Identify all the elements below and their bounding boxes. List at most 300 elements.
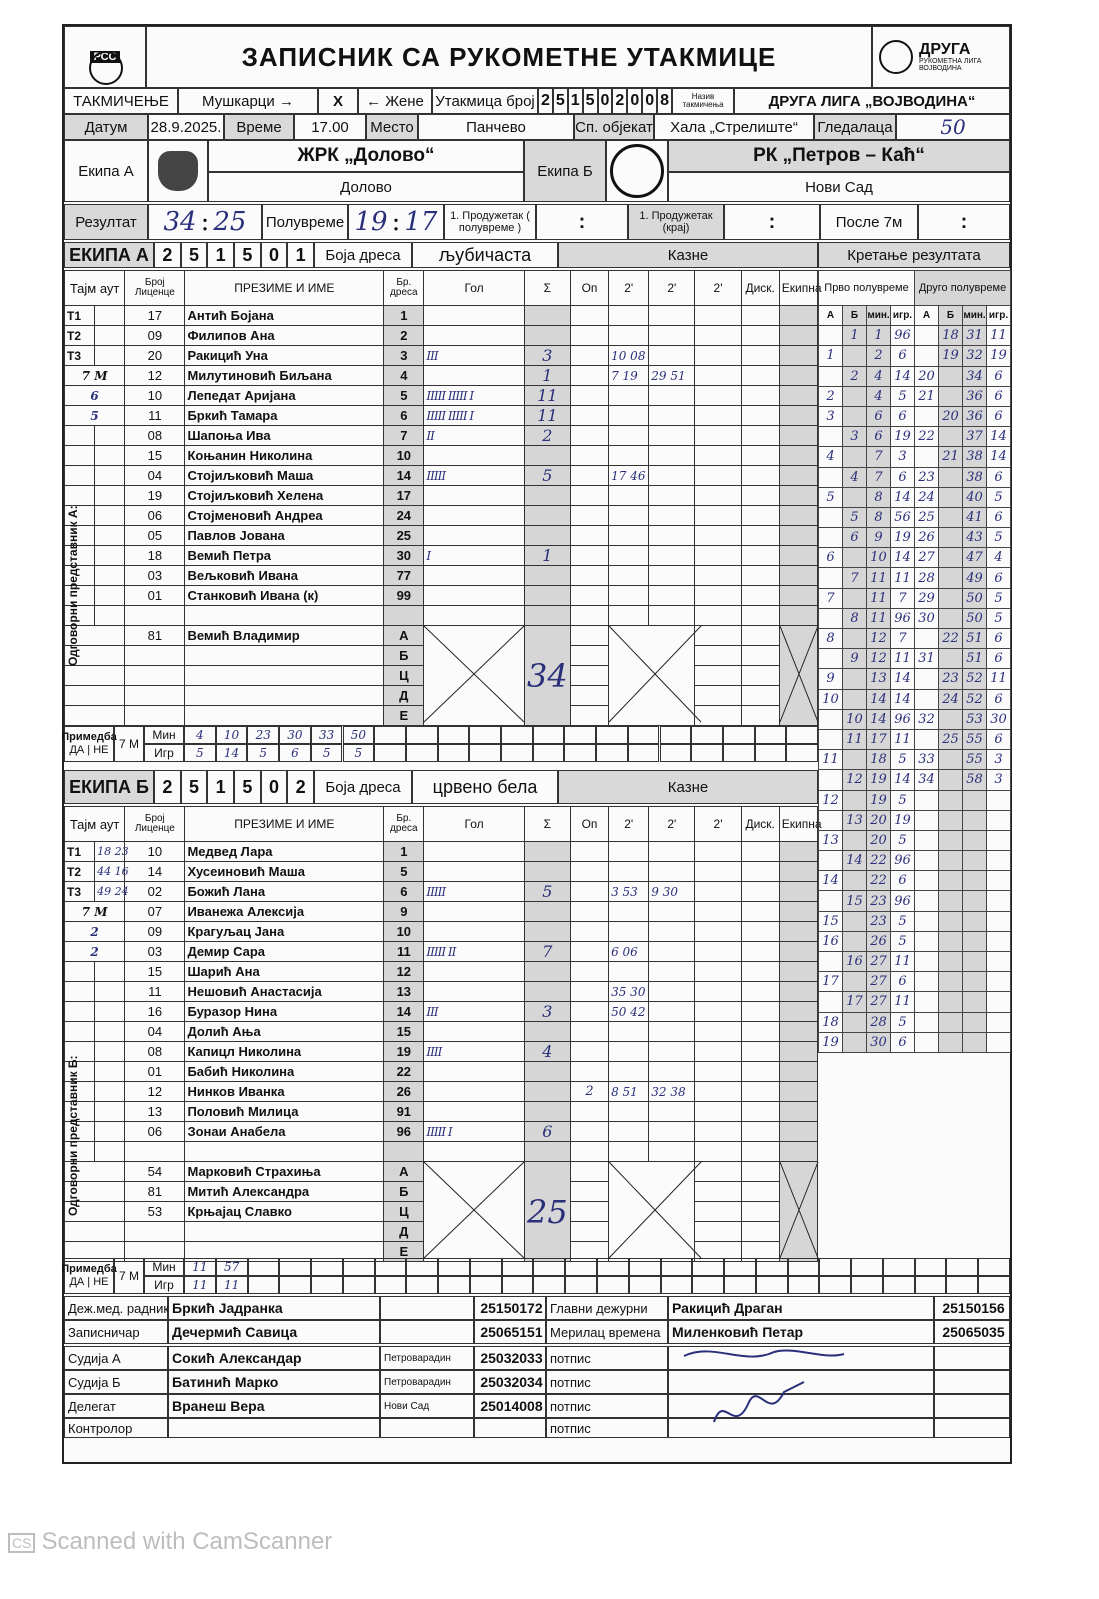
progress-cell (915, 830, 939, 850)
progress-cell: 12 (843, 770, 867, 790)
seven-m-minute: 4 (184, 726, 216, 744)
team-a-responsible-label: Одговорни представник А: (66, 505, 80, 666)
team-b-yes-no: ДА | НЕ (69, 1276, 109, 1288)
player-suspension-2 (649, 446, 695, 466)
seven-m-minute (723, 726, 755, 744)
seven-m-minute: 11 (184, 1258, 216, 1276)
team-a-min-label: Мин (144, 726, 184, 744)
progress-cell: 29 (915, 588, 939, 608)
official-right-label: Главни дежурни (546, 1296, 668, 1320)
team-b-crest-icon (610, 144, 664, 198)
player-license: 06 (125, 506, 185, 526)
progress-cell: 6 (867, 406, 891, 426)
handball-icon (89, 51, 123, 85)
player-license: 02 (125, 882, 185, 902)
progress-cell: 14 (843, 851, 867, 871)
team-code-digit: 2 (154, 770, 181, 804)
penalties-crossed-area (609, 626, 695, 726)
seven-m-minute (375, 1258, 407, 1276)
progress-cell: 27 (867, 992, 891, 1012)
progress-row (819, 588, 1011, 608)
seven-m-minute (469, 726, 501, 744)
progress-cell (987, 952, 1011, 972)
progress-cell: 20 (939, 406, 963, 426)
player-license: 07 (125, 902, 185, 922)
progress-cell (843, 386, 867, 406)
official-side (65, 686, 125, 706)
progress-cell (843, 972, 867, 992)
player-suspension-3 (695, 586, 741, 606)
seven-m-player (311, 1276, 343, 1294)
progress-cell (843, 830, 867, 850)
progress-cell: 53 (963, 709, 987, 729)
progress-cell: 56 (891, 507, 915, 527)
player-license: 01 (125, 1062, 185, 1082)
player-warning (570, 962, 608, 982)
progress-cell: 19 (891, 528, 915, 548)
official-name: Вемић Владимир (185, 626, 384, 646)
player-license: 05 (125, 526, 185, 546)
team-b-responsible-label: Одговорни представник Б: (66, 1055, 80, 1216)
after-7m-label: После 7м (820, 204, 918, 240)
team-b-code (154, 770, 314, 804)
official-suspension (695, 626, 741, 646)
final-score (148, 204, 262, 240)
team-penalty (779, 586, 817, 606)
progress-cell: 6 (987, 649, 1011, 669)
table-row (65, 586, 818, 606)
progress-cell: 6 (987, 689, 1011, 709)
progress-row (819, 346, 1011, 366)
player-goals-tally: IIIII II (424, 942, 524, 962)
progress-cell: 7 (867, 467, 891, 487)
player-disqualification (741, 1022, 779, 1042)
progress-cell (915, 972, 939, 992)
player-name: Стојиљковић Маша (185, 466, 384, 486)
team-total-goals: 34 (524, 626, 570, 726)
progress-row (819, 1012, 1011, 1032)
progress-cell: 6 (891, 406, 915, 426)
progress-cell: 17 (867, 729, 891, 749)
timeout-mark (95, 1142, 125, 1162)
seven-m-minute (596, 726, 628, 744)
official-license: 25150172 (474, 1296, 546, 1320)
final-score-b: 25 (213, 207, 247, 237)
progress-cell (939, 507, 963, 527)
player-warning (570, 386, 608, 406)
progress-cell: 6 (987, 406, 1011, 426)
team-code-digit: 1 (287, 242, 314, 268)
score-colon: : (200, 207, 210, 237)
progress-cell (987, 891, 1011, 911)
player-name: Вељковић Ивана (185, 566, 384, 586)
player-suspension-2 (649, 466, 695, 486)
player-suspension-1 (609, 566, 649, 586)
player-name: Милутиновић Биљана (185, 366, 384, 386)
player-goal-sum (524, 1022, 570, 1042)
progress-cell: 1 (819, 346, 843, 366)
progress-cell: 6 (987, 629, 1011, 649)
place-value: Панчево (418, 114, 574, 140)
player-suspension-1 (609, 406, 649, 426)
progress-cell: 21 (915, 386, 939, 406)
progress-row (819, 649, 1011, 669)
progress-cell: 32 (963, 346, 987, 366)
progress-cell: 18 (867, 750, 891, 770)
player-warning (570, 566, 608, 586)
progress-cell (987, 972, 1011, 992)
progress-cell: 5 (987, 608, 1011, 628)
official-code: Ц (384, 1202, 424, 1222)
player-warning (570, 546, 608, 566)
player-warning (570, 346, 608, 366)
player-jersey: 12 (384, 962, 424, 982)
player-name: Капицл Николина (185, 1042, 384, 1062)
progress-cell: 26 (915, 528, 939, 548)
overtime2-label: 1. Продужетак (крај) (628, 204, 724, 240)
official-right-label: потпис (546, 1370, 668, 1394)
timeout-mark: 49 24 (95, 882, 125, 902)
progress-cell: 6 (891, 1032, 915, 1052)
player-warning (570, 1142, 608, 1162)
player-name: Стојиљковић Хелена (185, 486, 384, 506)
progress-cell (843, 911, 867, 931)
player-jersey: 5 (384, 386, 424, 406)
official-license: 25032034 (474, 1370, 546, 1394)
team-penalty (779, 1142, 817, 1162)
progress-cell: 7 (891, 629, 915, 649)
player-warning (570, 446, 608, 466)
seven-m-minute (502, 1258, 534, 1276)
team-b-igr-label: Игр (144, 1276, 184, 1294)
official-right-license: 25150156 (934, 1296, 1010, 1320)
progress-cell: 11 (867, 608, 891, 628)
match-number-digit: 0 (642, 88, 657, 114)
progress-cell (819, 366, 843, 386)
overtime1-colon: : (536, 204, 628, 240)
player-goals-tally (424, 506, 524, 526)
player-goals-tally (424, 366, 524, 386)
progress-cell (819, 427, 843, 447)
player-suspension-3 (695, 386, 741, 406)
camscanner-text: Scanned with CamScanner (41, 1528, 333, 1555)
player-goals-tally (424, 982, 524, 1002)
progress-cell: 19 (987, 346, 1011, 366)
player-disqualification (741, 1062, 779, 1082)
progress-cell: 43 (963, 528, 987, 548)
seven-m-minute (248, 1258, 280, 1276)
player-suspension-3 (695, 566, 741, 586)
seven-m-player (946, 1276, 978, 1294)
progress-col-header: А (819, 306, 843, 326)
player-suspension-2 (649, 566, 695, 586)
player-suspension-3 (695, 842, 741, 862)
official-name: Бркић Јадранка (168, 1296, 380, 1320)
player-goal-sum: 11 (524, 406, 570, 426)
player-name: Зонаи Анабела (185, 1122, 384, 1142)
player-suspension-3 (695, 1102, 741, 1122)
table-row (65, 466, 818, 486)
table-row (65, 1142, 818, 1162)
progress-cell (987, 830, 1011, 850)
progress-cell: 8 (819, 629, 843, 649)
seven-m-minute (597, 1258, 629, 1276)
player-goal-sum: 5 (524, 466, 570, 486)
progress-cell: 25 (939, 729, 963, 749)
venue-label: Сп. објекат (574, 114, 654, 140)
official-name (185, 1222, 384, 1242)
player-suspension-3 (695, 346, 741, 366)
seven-m-player (533, 744, 565, 762)
seven-m-player: 11 (184, 1276, 216, 1294)
team-a-city: Долово (208, 172, 524, 202)
cross-out (780, 626, 818, 722)
team-b-label: Екипа Б (524, 140, 606, 202)
seven-m-player (788, 1276, 820, 1294)
progress-cell: 5 (987, 588, 1011, 608)
roster-header-cell: Број Лиценце (125, 271, 185, 306)
player-suspension-2 (649, 386, 695, 406)
player-goals-tally (424, 922, 524, 942)
roster-header-row (65, 807, 818, 842)
progress-cell: 8 (867, 487, 891, 507)
progress-cell: 5 (891, 931, 915, 951)
seven-m-player (375, 1276, 407, 1294)
progress-cell: 24 (939, 689, 963, 709)
roster-header-cell: ПРЕЗИМЕ И ИМЕ (185, 271, 384, 306)
progress-row (819, 608, 1011, 628)
seven-m-minute (438, 726, 470, 744)
progress-cell: 5 (891, 1012, 915, 1032)
seven-m-player (564, 744, 596, 762)
progress-cell (843, 871, 867, 891)
progress-cell (963, 911, 987, 931)
player-name: Медвед Лара (185, 842, 384, 862)
player-license: 09 (125, 326, 185, 346)
seven-m-player (469, 744, 501, 762)
seven-m-player (915, 1276, 947, 1294)
progress-cell (963, 810, 987, 830)
table-row (65, 882, 818, 902)
progress-cell (819, 709, 843, 729)
player-goal-sum (524, 1082, 570, 1102)
official-name (185, 706, 384, 726)
progress-cell: 4 (819, 447, 843, 467)
official-warning (570, 666, 608, 686)
player-goals-tally (424, 1062, 524, 1082)
player-suspension-2 (649, 306, 695, 326)
player-name: Стојменовић Андреа (185, 506, 384, 526)
player-suspension-1: 10 08 (609, 346, 649, 366)
team-penalty (779, 902, 817, 922)
player-suspension-2 (649, 982, 695, 1002)
timeout-mark (95, 1042, 125, 1062)
table-row (65, 306, 818, 326)
seven-m-player: 5 (343, 744, 375, 762)
progress-cell: 5 (891, 386, 915, 406)
progress-cell: 40 (963, 487, 987, 507)
team-a-igr-label: Игр (144, 744, 184, 762)
player-warning (570, 586, 608, 606)
progress-cell (963, 851, 987, 871)
official-warning (570, 706, 608, 726)
player-jersey: 10 (384, 446, 424, 466)
player-suspension-1 (609, 1042, 649, 1062)
player-suspension-2: 29 51 (649, 366, 695, 386)
seven-m-player: 5 (184, 744, 216, 762)
official-right-license (934, 1346, 1010, 1370)
progress-cell: 22 (867, 851, 891, 871)
progress-cell (963, 871, 987, 891)
progress-cell: 28 (867, 1012, 891, 1032)
progress-cell: 34 (915, 770, 939, 790)
official-disq (741, 666, 779, 686)
progress-cell: 52 (963, 669, 987, 689)
progress-row (819, 729, 1011, 749)
roster-header-cell: Тајм аут (65, 807, 125, 842)
player-tag: 6 (65, 386, 125, 406)
progress-subheader-row (819, 306, 1011, 326)
player-suspension-2 (649, 1022, 695, 1042)
official-name (185, 686, 384, 706)
official-right-license: 25065035 (934, 1320, 1010, 1344)
progress-cell (939, 568, 963, 588)
progress-cell: 37 (963, 427, 987, 447)
progress-cell: 20 (867, 830, 891, 850)
progress-cell (819, 729, 843, 749)
roster-header-row (65, 271, 818, 306)
progress-row (819, 911, 1011, 931)
table-row (65, 446, 818, 466)
seven-m-player (851, 1276, 883, 1294)
official-right-label: потпис (546, 1394, 668, 1418)
progress-cell: 6 (891, 467, 915, 487)
progress-cell (939, 790, 963, 810)
progress-row (819, 487, 1011, 507)
player-tag: T2 (65, 862, 95, 882)
progress-cell: 9 (843, 649, 867, 669)
roster-header-cell: Диск. (741, 271, 779, 306)
player-suspension-3 (695, 1062, 741, 1082)
player-disqualification (741, 842, 779, 862)
seven-m-minute (470, 1258, 502, 1276)
table-row (65, 902, 818, 922)
player-name: Павлов Јована (185, 526, 384, 546)
seven-m-minute (279, 1258, 311, 1276)
roster-header-cell: Бр. дреса (384, 807, 424, 842)
progress-cell (939, 891, 963, 911)
seven-m-player (565, 1276, 597, 1294)
official-disq (741, 626, 779, 646)
seven-m-minute (533, 726, 565, 744)
official-suspension (695, 1182, 741, 1202)
progress-cell: 96 (891, 851, 915, 871)
player-suspension-2 (649, 346, 695, 366)
player-suspension-2 (649, 1042, 695, 1062)
player-suspension-3 (695, 546, 741, 566)
official-code: Б (384, 646, 424, 666)
progress-cell (843, 629, 867, 649)
progress-cell (987, 1012, 1011, 1032)
timeout-mark (95, 546, 125, 566)
roster-header-cell: Гол (424, 807, 524, 842)
progress-cell (963, 830, 987, 850)
progress-cell: 14 (891, 366, 915, 386)
player-disqualification (741, 1042, 779, 1062)
table-row (65, 842, 818, 862)
roster-header-cell: Диск. (741, 807, 779, 842)
overtime2-colon: : (724, 204, 820, 240)
timeout-mark (95, 982, 125, 1002)
progress-cell (915, 447, 939, 467)
player-suspension-3 (695, 1122, 741, 1142)
official-side (65, 666, 125, 686)
referee-signatures (674, 1342, 874, 1442)
player-tag: 2 (65, 942, 125, 962)
timeout-mark (95, 1102, 125, 1122)
official-license (125, 706, 185, 726)
player-name: Буразор Нина (185, 1002, 384, 1022)
seven-m-minute (629, 1258, 661, 1276)
progress-cell: 31 (963, 326, 987, 346)
timeout-mark (95, 1062, 125, 1082)
progress-cell: 30 (987, 709, 1011, 729)
progress-cell: 7 (891, 588, 915, 608)
progress-cell: 12 (867, 629, 891, 649)
progress-cell: 27 (915, 548, 939, 568)
team-b-logo (606, 140, 668, 202)
player-disqualification (741, 386, 779, 406)
table-row (65, 1002, 818, 1022)
progress-cell (819, 649, 843, 669)
team-code-digit: 1 (207, 242, 234, 268)
progress-cell: 9 (819, 669, 843, 689)
player-suspension-2 (649, 1102, 695, 1122)
roster-header-cell: Тајм аут (65, 271, 125, 306)
team-a-yes-no: ДА | НЕ (69, 744, 109, 756)
roster-header-cell: Гол (424, 271, 524, 306)
progress-cell: 18 (819, 1012, 843, 1032)
match-report-sheet (62, 24, 1012, 1464)
time-value: 17.00 (294, 114, 366, 140)
table-row (65, 1022, 818, 1042)
cross-out (609, 1162, 701, 1258)
team-a-label: Екипа А (64, 140, 148, 202)
progress-cell (915, 326, 939, 346)
official-warning (570, 1222, 608, 1242)
progress-cell (819, 851, 843, 871)
player-name: Антић Бојана (185, 306, 384, 326)
roster-header-cell: 2' (695, 807, 741, 842)
progress-row (819, 427, 1011, 447)
date-label: Датум (64, 114, 148, 140)
player-tag: T3 (65, 346, 95, 366)
official-license (125, 686, 185, 706)
official-city (380, 1418, 474, 1438)
official-side (65, 1222, 125, 1242)
player-disqualification (741, 962, 779, 982)
team-a-remark (61, 726, 117, 762)
player-disqualification (741, 942, 779, 962)
table-row (65, 606, 818, 626)
seven-m-player (786, 744, 818, 762)
player-goal-sum: 1 (524, 546, 570, 566)
team-total-goals: 25 (524, 1162, 570, 1262)
progress-cell: 26 (867, 931, 891, 951)
player-suspension-3 (695, 406, 741, 426)
progress-cell (939, 709, 963, 729)
goals-crossed-area (424, 1162, 524, 1262)
